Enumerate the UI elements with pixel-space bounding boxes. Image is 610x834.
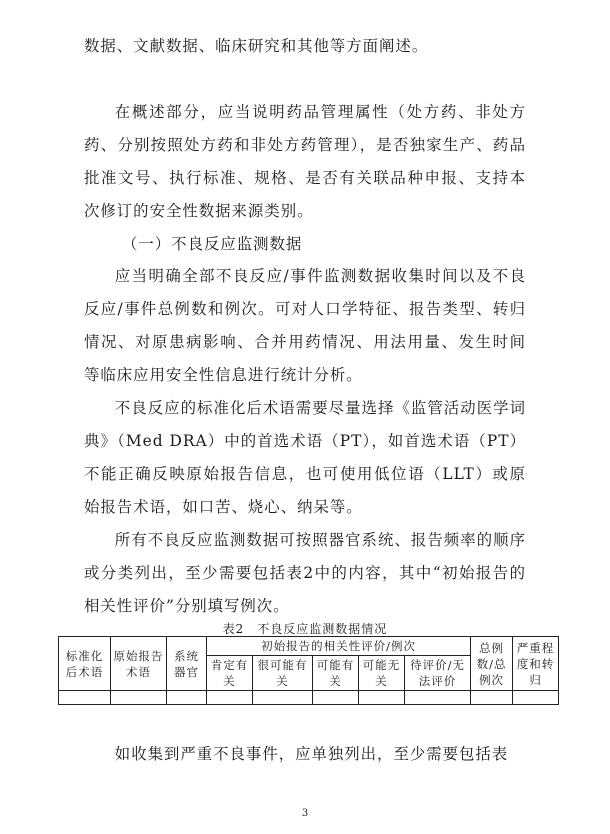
section-heading: （一）不良反应监测数据 <box>122 235 303 253</box>
header-severity: 严重程度和转归 <box>513 637 559 691</box>
header-original-term: 原始报告术语 <box>111 637 167 691</box>
page-number: 3 <box>301 808 309 819</box>
table-cell <box>471 691 513 705</box>
header-total: 总例数/总例次 <box>471 637 513 691</box>
table-empty-row <box>59 691 559 705</box>
paragraph-overview: 在概述部分，应当说明药品管理属性（处方药、非处方药、分别按照处方药和非处方药管理），是否独家生产、药品批准文号、执行标准、规格、是否有关联品种申报、支持本次修订的安全性数据来源类别。 <box>84 103 526 220</box>
paragraph-table-intro: 所有不良反应监测数据可按照器官系统、报告频率的顺序或分类列出，至少需要包括表2中的内容，其中“初始报告的相关性评价”分别填写例次。 <box>84 531 526 615</box>
table-header-row <box>59 637 559 656</box>
table-cell <box>111 691 167 705</box>
adverse-reaction-table <box>58 636 559 705</box>
paragraph-continuation: 数据、文献数据、临床研究和其他等方面阐述。 <box>84 37 429 55</box>
subheader-probable: 很可能有关 <box>253 656 313 691</box>
paragraph-serious-events: 如收集到严重不良事件，应单独列出，至少需要包括表 <box>114 745 509 763</box>
paragraph-monitoring-data: 应当明确全部不良反应/事件监测数据收集时间以及不良反应/事件总例数和例次。可对人口学特征、报告类型、转归情况、对原患病影响、合并用药情况、用法用量、发生时间等临床应用安全性信息进行统计分析。 <box>84 267 526 384</box>
subheader-unlikely: 可能无关 <box>359 656 405 691</box>
header-standard-term: 标准化后术语 <box>59 637 111 691</box>
table-cell <box>59 691 111 705</box>
subheader-certain: 肯定有关 <box>207 656 253 691</box>
table-cell <box>359 691 405 705</box>
table-cell <box>167 691 207 705</box>
subheader-unassessable: 待评价/无法评价 <box>405 656 471 691</box>
paragraph-terminology: 不良反应的标准化后术语需要尽量选择《监管活动医学词典》（Med DRA）中的首选术语（PT），如首选术语（PT）不能正确反映原始报告信息，也可使用低位语（LLT）或原始报告术语，如口苦、烧心、纳呆等。 <box>84 399 526 516</box>
table-cell <box>207 691 253 705</box>
table-cell <box>513 691 559 705</box>
header-system-organ: 系统器官 <box>167 637 207 691</box>
header-relevance-group: 初始报告的相关性评价/例次 <box>207 637 471 656</box>
subheader-possible: 可能有关 <box>313 656 359 691</box>
table-cell <box>253 691 313 705</box>
table-cell <box>405 691 471 705</box>
table-cell <box>313 691 359 705</box>
table-caption: 表2 不良反应监测数据情况 <box>222 622 388 636</box>
